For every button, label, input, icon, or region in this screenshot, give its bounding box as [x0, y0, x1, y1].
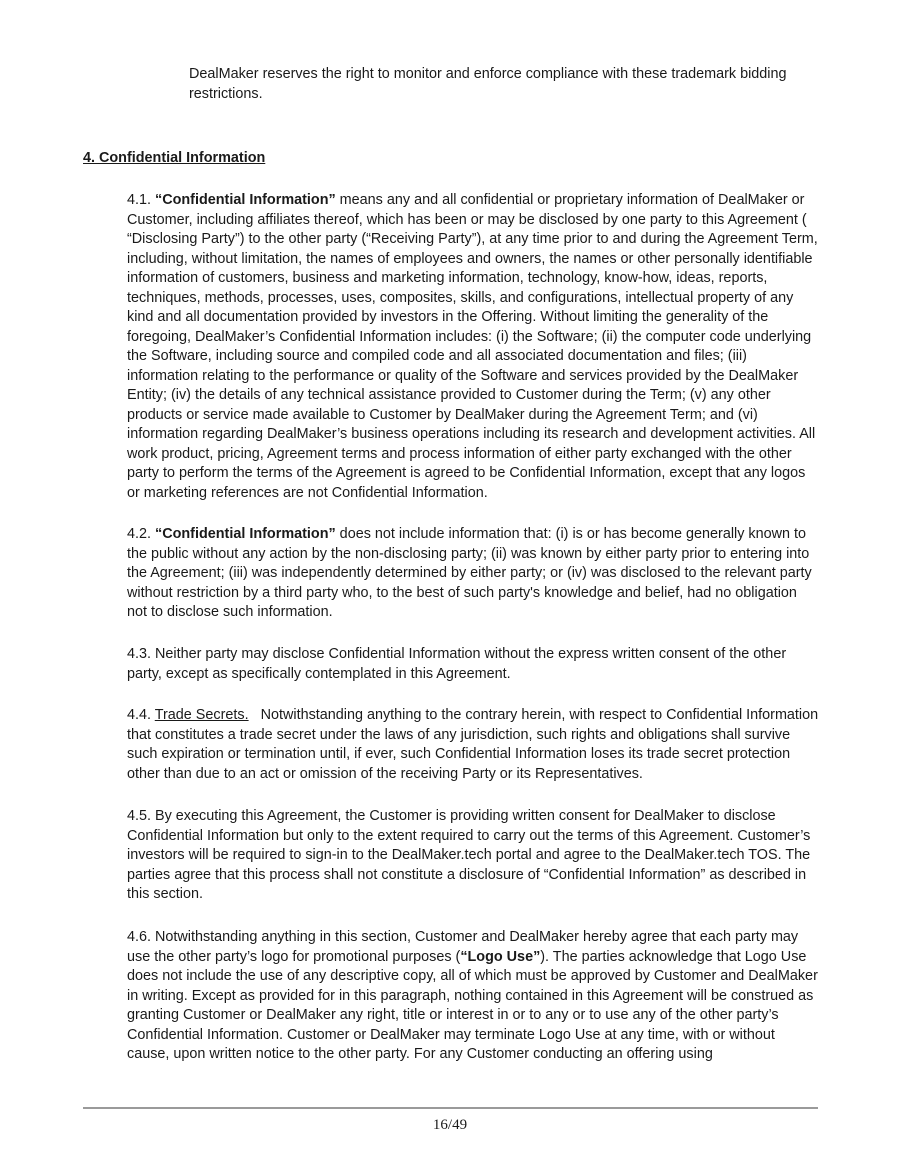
paragraph-number: 4.2.: [127, 526, 156, 542]
footer-divider: [83, 1107, 818, 1109]
defined-term: “Logo Use”: [460, 948, 541, 965]
paragraph-text: 4.6. Notwithstanding anything in this section, Customer and DealMaker hereby agree that each party may use the other party’s logo for promotional purposes (: [127, 929, 799, 965]
paragraph-number: 4.4.: [127, 707, 155, 723]
paragraph-4-1: [127, 191, 819, 503]
trade-secrets-heading: Trade Secrets.: [154, 707, 249, 723]
paragraph-text: Notwithstanding anything to the contrary herein, with respect to Confidential Information that constitutes a trade secret under the laws of any jurisdiction, such rights and obligations shall survive such expiration or termination until, if ever, such Confidential Information loses its trade secret protection other than due to an act or omission of the receiving Party or its Representatives.: [127, 707, 823, 782]
paragraph-4-4: [127, 706, 823, 784]
paragraph-text: means any and all confidential or proprietary information of DealMaker or Customer, including affiliates thereof, which has been or may be disclosed by one party to this Agreement ( “Disclosing Party”) to the other party (“Receiving Party”), at any time prior to and during the Agreement Term, including, without limitation, the names of employees and owners, the names or other personally identifiable information of customers, business and marketing information, technology, know-how, ideas, reports, techniques, methods, processes, uses, composites, skills, and configurations, intellectual property of any kind and all documentation provided by investors in the Offering. Without limiting the generality of the foregoing, DealMaker’s Confidential Information includes: (i) the Software; (ii) the computer code underlying the Software, including source and compiled code and all associated documentation and files; (iii) information relating to the performance or quality of the Software and services provided by the DealMaker Entity; (iv) the details of any technical assistance provided to Customer during the Term; (v) any other products or service made available to Customer by DealMaker during the Agreement Term; and (vi) information regarding DealMaker’s business operations including its research and development activities. All work product, pricing, Agreement terms and process information of either party exchanged with the other party to perform the terms of the Agreement is agreed to be Confidential Information, except that any logos or marketing references are not Confidential Information.: [127, 192, 818, 501]
paragraph-text: does not include information that: (i) is or has become generally known to the public without any action by the non-disclosing party; (ii) was known by either party prior to entering into the Agreement; (iii) was independently determined by either party; or (iv) was disclosed to the relevant party without restriction by a third party who, to the best of such party's knowledge and belief, had no obligation not to disclose such information.: [127, 526, 812, 620]
page-number: 16/49: [432, 1117, 468, 1133]
defined-term: “Confidential Information”: [155, 526, 336, 542]
defined-term: “Confidential Information”: [155, 192, 336, 208]
paragraph-4-2: [127, 525, 819, 623]
intro-paragraph: DealMaker reserves the right to monitor and enforce compliance with these trademark bidding restrictions.: [189, 66, 787, 102]
paragraph-text: ). The parties acknowledge that Logo Use does not include the use of any descriptive copy, all of which must be approved by Customer and DealMaker in writing. Except as provided for in this paragraph, nothing contained in this Agreement will be construed as granting Customer or DealMaker any right, title or interest in or to any or to use any of the other party’s Confidential Information. Customer or DealMaker may terminate Logo Use at any time, with or without cause, upon written notice to the other party. For any Customer conducting an offering using: [127, 948, 818, 1062]
section-heading: 4. Confidential Information: [83, 150, 266, 166]
paragraph-number: 4.1.: [127, 192, 156, 208]
paragraph-4-5: 4.5. By executing this Agreement, the Customer is providing written consent for DealMaker to disclose Confidential Information but only to the extent required to carry out the terms of this Agreement. Customer’s investors will be required to sign-in to the DealMaker.tech portal and agree to the DealMaker.tech TOS. The parties agree that this process shall not constitute a disclosure of “Confidential Information” as described in this section.: [127, 808, 811, 902]
paragraph-4-6: [127, 928, 819, 1065]
paragraph-4-3: 4.3. Neither party may disclose Confidential Information without the express written consent of the other party, except as specifically contemplated in this Agreement.: [127, 646, 787, 682]
